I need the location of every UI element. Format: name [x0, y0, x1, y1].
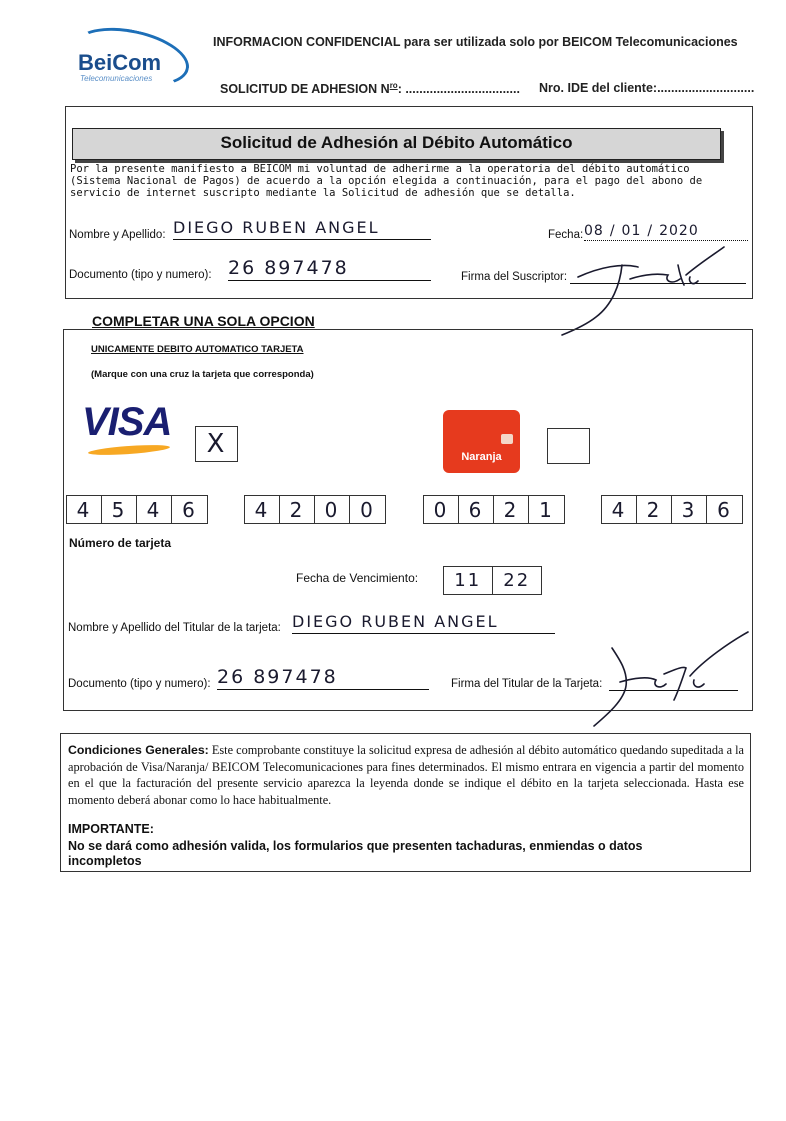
card-digit: 6 [717, 498, 732, 522]
card-number-label: Número de tarjeta [69, 536, 172, 550]
holder-field[interactable]: DIEGO RUBEN ANGEL [292, 612, 555, 634]
card-digit: 0 [360, 498, 375, 522]
card-digit: 3 [672, 496, 707, 523]
solicitud-label-sup: ro [389, 81, 398, 90]
holder-signature [590, 630, 760, 730]
date-day: 08 [584, 223, 604, 239]
card-number-group-4[interactable] [601, 495, 743, 524]
solicitud-dots: : ................................. [397, 82, 520, 97]
naranja-logo-text: Naranja [461, 451, 502, 463]
document-label: Documento (tipo y numero): [69, 269, 212, 281]
card-digit: 1 [539, 498, 554, 522]
card-digit: 4 [137, 496, 172, 523]
holder-signature-label: Firma del Titular de la Tarjeta: [451, 678, 603, 690]
conditions-label: Condiciones Generales: [68, 743, 209, 757]
section-option-title: COMPLETAR UNA SOLA OPCION [92, 313, 315, 329]
company-logo-subtext: Telecomunicaciones [80, 74, 153, 83]
document-field[interactable]: 26 897478 [228, 257, 431, 281]
date-label: Fecha: [548, 229, 584, 241]
holder-document-label: Documento (tipo y numero): [68, 678, 211, 690]
name-label: Nombre y Apellido: [69, 229, 166, 241]
card-digit: 2 [494, 496, 529, 523]
card-digit: 0 [424, 496, 459, 523]
name-field[interactable]: DIEGO RUBEN ANGEL [173, 218, 431, 240]
date-month: 01 [621, 223, 642, 239]
expiry-label: Fecha de Vencimiento: [296, 571, 419, 585]
intro-paragraph: Por la presente manifiesto a BEICOM mi voluntad de adherirme a la operatoria del débito automático (Sistema Nacional de Pagos) de acuerdo a la opción elegida a continuación, para el pago del abono de servicio de internet suscripto mediante la Solicitud de adhesión que se detalla. [70, 163, 703, 199]
client-id-field: Nro. IDE del cliente:............................ [539, 81, 755, 95]
subscriber-signature [560, 245, 750, 340]
card-number-group-1[interactable] [66, 495, 208, 524]
confidential-note: INFORMACION CONFIDENCIAL para ser utilizada solo por BEICOM Telecomunicaciones [213, 35, 738, 49]
expiry-year: 22 [503, 570, 531, 591]
form-title: Solicitud de Adhesión al Débito Automático [220, 133, 573, 152]
visa-checkbox[interactable]: X [195, 426, 238, 462]
card-digit: 4 [245, 496, 280, 523]
subscriber-signature-label: Firma del Suscriptor: [461, 271, 568, 283]
card-digit: 4 [602, 496, 637, 523]
card-digit: 2 [280, 496, 315, 523]
important-text: No se dará como adhesión valida, los formularios que presenten tachaduras, enmiendas o datos incompletos [68, 839, 643, 868]
naranja-chip [501, 434, 513, 444]
company-logo: BeiCom [78, 50, 162, 75]
card-subtitle: UNICAMENTE DEBITO AUTOMATICO TARJETA [91, 344, 304, 355]
card-digit: 6 [459, 496, 494, 523]
solicitud-number-field [220, 81, 520, 96]
card-instruction: (Marque con una cruz la tarjeta que corresponda) [91, 369, 314, 380]
card-digit: 6 [182, 498, 197, 522]
naranja-checkbox[interactable] [547, 428, 590, 464]
solicitud-label: SOLICITUD DE ADHESION N [220, 82, 390, 97]
card-digit: 5 [102, 496, 137, 523]
holder-label: Nombre y Apellido del Titular de la tarjeta: [68, 622, 281, 634]
visa-logo: VISA [82, 400, 172, 444]
expiry-month: 11 [444, 567, 493, 594]
expiry-field[interactable] [443, 566, 542, 595]
card-number-group-3[interactable] [423, 495, 565, 524]
general-conditions [68, 742, 744, 808]
card-digit: 2 [637, 496, 672, 523]
date-year: 2020 [659, 223, 699, 239]
holder-document-field[interactable]: 26 897478 [217, 666, 429, 690]
important-label: IMPORTANTE: [68, 822, 154, 836]
date-field[interactable]: 08 / 01 / 2020 [584, 223, 748, 241]
conditions-text: Este comprobante constituye la solicitud expresa de adhesión al débito automático quedando supeditada a la aprobación de Visa/Naranja/ BEICOM Telecomunicaciones para fines determinados. El mismo entrara en vigencia a partir del momento en el que la facturación del presente servicio aparezca la leyenda donde se indique el débito en la tarjeta seleccionada. Hasta ese momento deberá abonar como lo hace habitualmente. [68, 743, 744, 807]
card-number-group-2[interactable] [244, 495, 386, 524]
card-digit: 4 [67, 496, 102, 523]
card-digit: 0 [315, 496, 350, 523]
